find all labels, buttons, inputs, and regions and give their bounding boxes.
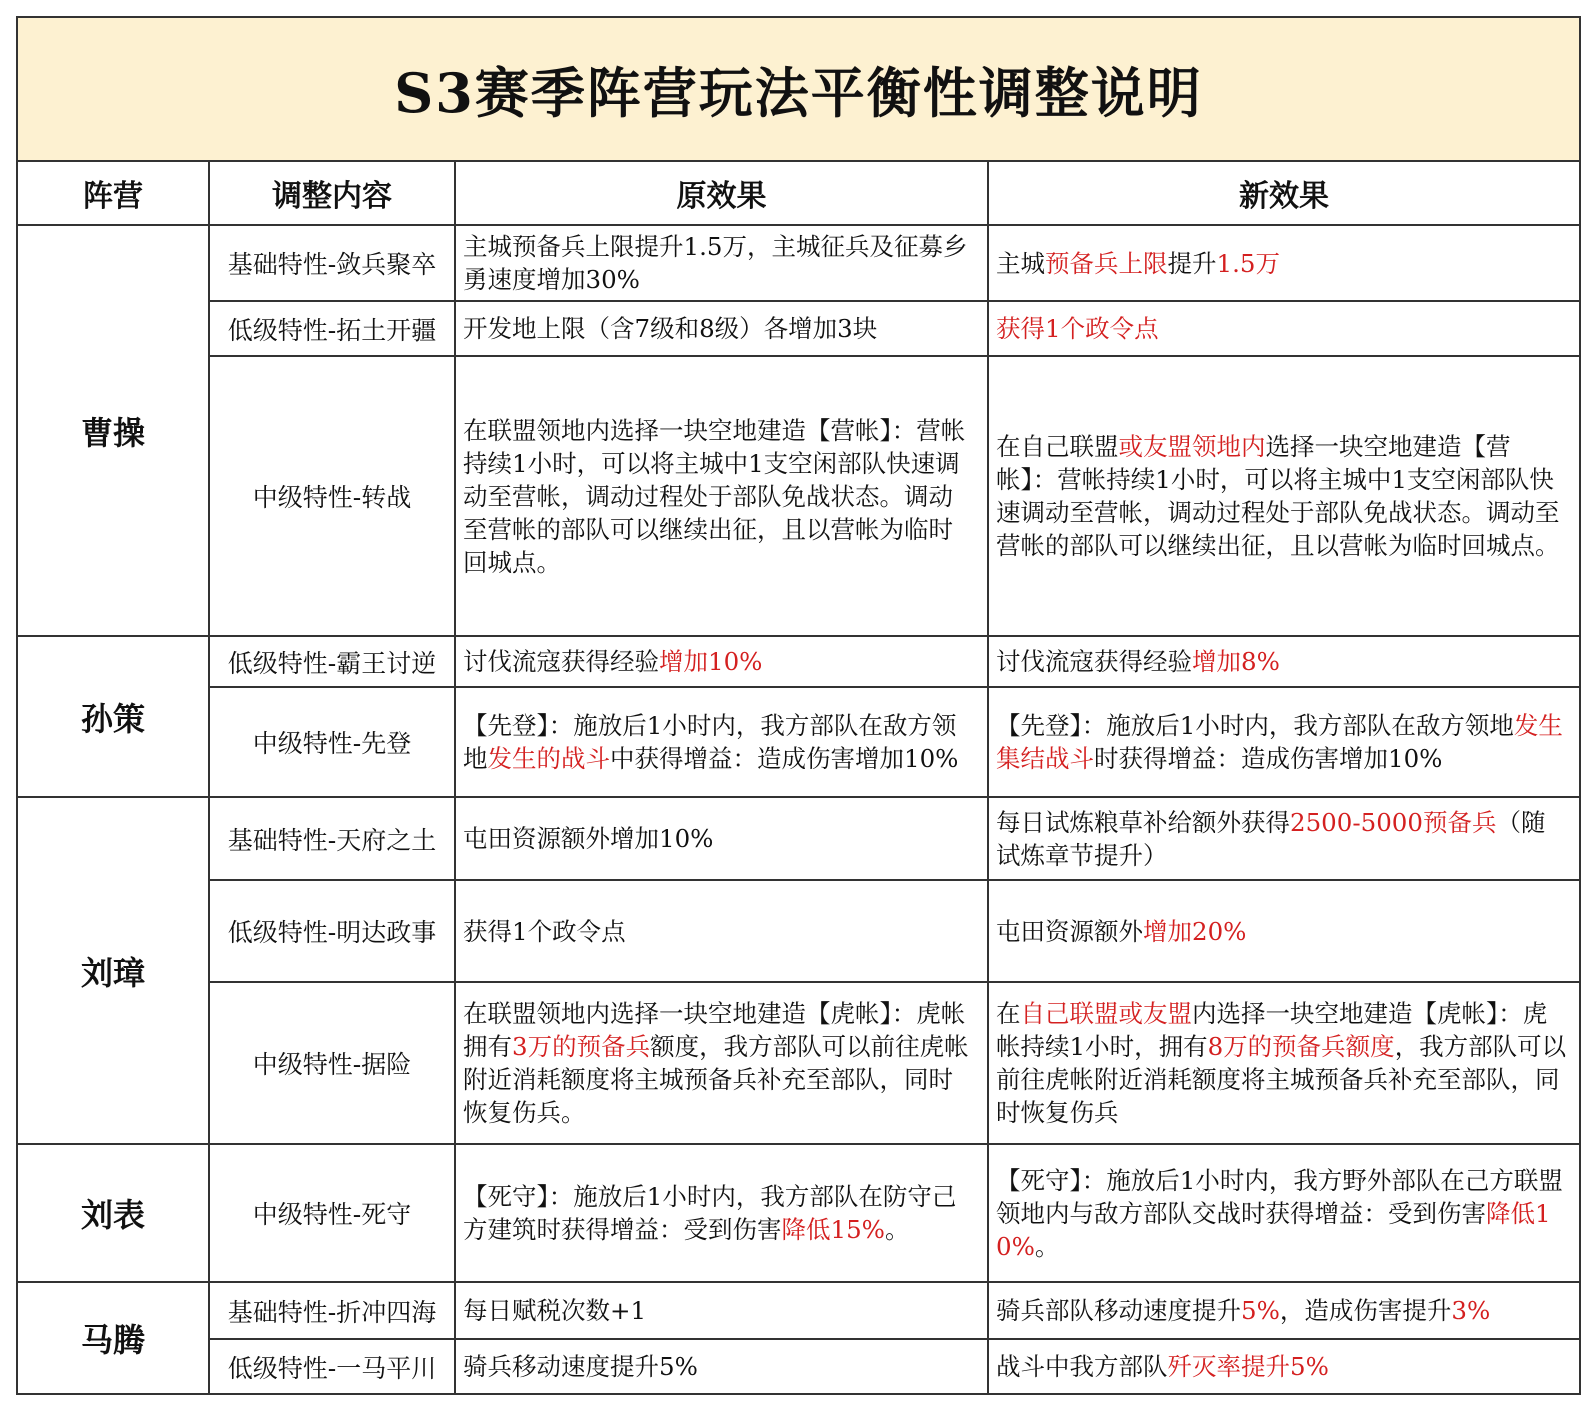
effect-text: 【先登】：施放后1小时内，我方部队在敌方领地 bbox=[996, 711, 1514, 740]
new-effect-cell bbox=[988, 982, 1580, 1144]
highlighted-text: 发生集结战斗 bbox=[996, 711, 1563, 773]
highlighted-text: 增加8% bbox=[1192, 647, 1280, 676]
new-effect-cell bbox=[988, 687, 1580, 797]
new-effect-cell bbox=[988, 880, 1580, 982]
old-effect-cell bbox=[455, 1282, 988, 1339]
effect-text: 额度，我方部队可以前往虎帐附近消耗额度将主城预备兵补充至部队，同时恢复伤兵。 bbox=[463, 1032, 969, 1127]
table-row bbox=[17, 797, 1580, 880]
effect-text: 内选择一块空地建造【虎帐】：虎帐持续1小时，拥有 bbox=[996, 999, 1548, 1061]
effect-text: 时获得增益：造成伤害增加10% bbox=[1094, 744, 1443, 773]
item-cell: 低级特性-拓土开疆 bbox=[209, 301, 455, 356]
table-row bbox=[17, 1144, 1580, 1282]
new-effect-cell bbox=[988, 301, 1580, 356]
effect-text: 。 bbox=[1034, 1231, 1060, 1261]
new-effect-cell bbox=[988, 225, 1580, 301]
header-content: 调整内容 bbox=[209, 161, 455, 225]
new-effect-cell bbox=[988, 1339, 1580, 1394]
table-row bbox=[17, 1339, 1580, 1394]
table-row bbox=[17, 636, 1580, 687]
old-effect-cell bbox=[455, 636, 988, 687]
effect-text: （随试炼章节提升） bbox=[996, 807, 1546, 870]
page-title: S3赛季阵营玩法平衡性调整说明 bbox=[17, 17, 1580, 161]
highlighted-text: 歼灭率提升5% bbox=[1167, 1352, 1329, 1381]
highlighted-text: 降低15% bbox=[781, 1215, 885, 1244]
old-effect-cell bbox=[455, 1144, 988, 1282]
item-cell: 中级特性-转战 bbox=[209, 356, 455, 636]
effect-text: 在联盟领地内选择一块空地建造【虎帐】：虎帐拥有 bbox=[463, 999, 966, 1061]
effect-text: 中获得增益：造成伤害增加10% bbox=[610, 744, 959, 773]
balance-table bbox=[16, 16, 1581, 1395]
highlighted-text: 8万的预备兵额度 bbox=[1207, 1032, 1395, 1061]
item-cell: 中级特性-据险 bbox=[209, 982, 455, 1144]
highlighted-text: 预备兵上限 bbox=[1045, 248, 1168, 278]
highlighted-text: 获得1个政令点 bbox=[996, 314, 1159, 343]
old-effect-cell bbox=[455, 982, 988, 1144]
new-effect-cell bbox=[988, 797, 1580, 880]
effect-text: 提升 bbox=[1167, 248, 1217, 278]
highlighted-text: 自己联盟或友盟 bbox=[1020, 999, 1192, 1028]
header-old-effect: 原效果 bbox=[455, 161, 988, 225]
item-cell: 中级特性-先登 bbox=[209, 687, 455, 797]
item-cell: 低级特性-霸王讨逆 bbox=[209, 636, 455, 687]
item-cell: 低级特性-明达政事 bbox=[209, 880, 455, 982]
effect-text: 在自己联盟 bbox=[996, 432, 1119, 461]
effect-text: 讨伐流寇获得经验 bbox=[996, 647, 1192, 676]
highlighted-text: 2500-5000预备兵 bbox=[1290, 807, 1497, 837]
highlighted-text: 增加10% bbox=[659, 647, 763, 676]
table-row bbox=[17, 225, 1580, 301]
highlighted-text: 降低10% bbox=[996, 1198, 1551, 1261]
header-new-effect: 新效果 bbox=[988, 161, 1580, 225]
effect-text: 【死守】：施放后1小时内，我方部队在防守己方建筑时获得增益：受到伤害 bbox=[463, 1182, 957, 1244]
table-row bbox=[17, 982, 1580, 1144]
effect-text: 屯田资源额外增加10% bbox=[463, 824, 714, 853]
highlighted-text: 1.5万 bbox=[1216, 248, 1280, 278]
table-row bbox=[17, 880, 1580, 982]
new-effect-cell bbox=[988, 356, 1580, 636]
effect-text: 主城预备兵上限提升1.5万，主城征兵及征募乡勇速度增加30% bbox=[463, 232, 968, 294]
effect-text: 获得1个政令点 bbox=[463, 916, 626, 946]
highlighted-text: 3% bbox=[1451, 1296, 1491, 1325]
highlighted-text: 发生的战斗 bbox=[487, 744, 610, 773]
effect-text: 战斗中我方部队 bbox=[996, 1352, 1168, 1381]
effect-text: ，造成伤害提升 bbox=[1279, 1296, 1452, 1325]
effect-text: 骑兵移动速度提升5% bbox=[463, 1352, 698, 1381]
effect-text: 在联盟领地内选择一块空地建造【营帐】：营帐持续1小时，可以将主城中1支空闲部队快速调动至营帐，调动过程处于部队免战状态。调动至营帐的部队可以继续出征，且以营帐为临时回城点。 bbox=[463, 415, 966, 577]
faction-cell: 马腾 bbox=[17, 1282, 209, 1394]
old-effect-cell bbox=[455, 687, 988, 797]
effect-text: 。 bbox=[884, 1215, 910, 1244]
highlighted-text: 5% bbox=[1241, 1296, 1280, 1325]
highlighted-text: 增加20% bbox=[1143, 916, 1247, 946]
new-effect-cell bbox=[988, 636, 1580, 687]
table-row bbox=[17, 687, 1580, 797]
header-faction: 阵营 bbox=[17, 161, 209, 225]
highlighted-text: 或友盟领地内 bbox=[1118, 432, 1266, 461]
new-effect-cell bbox=[988, 1144, 1580, 1282]
item-cell: 基础特性-天府之土 bbox=[209, 797, 455, 880]
effect-text: 讨伐流寇获得经验 bbox=[463, 647, 659, 676]
faction-cell: 孙策 bbox=[17, 636, 209, 797]
item-cell: 基础特性-敛兵聚卒 bbox=[209, 225, 455, 301]
effect-text: ，我方部队可以前往虎帐附近消耗额度将主城预备兵补充至部队，同时恢复伤兵 bbox=[996, 1032, 1567, 1127]
highlighted-text: 3万的预备兵 bbox=[512, 1032, 651, 1061]
old-effect-cell bbox=[455, 797, 988, 880]
item-cell: 基础特性-折冲四海 bbox=[209, 1282, 455, 1339]
faction-cell: 刘璋 bbox=[17, 797, 209, 1144]
table-row bbox=[17, 356, 1580, 636]
effect-text: 在 bbox=[996, 999, 1021, 1028]
effect-text: 【先登】：施放后1小时内，我方部队在敌方领地 bbox=[463, 711, 957, 773]
item-cell: 中级特性-死守 bbox=[209, 1144, 455, 1282]
new-effect-cell bbox=[988, 1282, 1580, 1339]
faction-cell: 曹操 bbox=[17, 225, 209, 636]
old-effect-cell bbox=[455, 356, 988, 636]
effect-text: 开发地上限（含7级和8级）各增加3块 bbox=[463, 314, 878, 343]
effect-text: 选择一块空地建造【营帐】：营帐持续1小时，可以将主城中1支空闲部队快速调动至营帐，调动过程处于部队免战状态。调动至营帐的部队可以继续出征，且以营帐为临时回城点。 bbox=[996, 432, 1560, 560]
effect-text: 【死守】：施放后1小时内，我方野外部队在己方联盟领地内与敌方部队交战时获得增益：受到伤害 bbox=[996, 1165, 1563, 1228]
old-effect-cell bbox=[455, 301, 988, 356]
effect-text: 主城 bbox=[996, 248, 1045, 278]
table-row bbox=[17, 301, 1580, 356]
effect-text: 骑兵部队移动速度提升 bbox=[996, 1296, 1241, 1325]
faction-cell: 刘表 bbox=[17, 1144, 209, 1282]
effect-text: 每日试炼粮草补给额外获得 bbox=[996, 807, 1290, 837]
old-effect-cell bbox=[455, 880, 988, 982]
table-row bbox=[17, 1282, 1580, 1339]
effect-text: 每日赋税次数+1 bbox=[463, 1296, 647, 1325]
old-effect-cell bbox=[455, 1339, 988, 1394]
item-cell: 低级特性-一马平川 bbox=[209, 1339, 455, 1394]
effect-text: 屯田资源额外 bbox=[996, 916, 1143, 946]
old-effect-cell bbox=[455, 225, 988, 301]
